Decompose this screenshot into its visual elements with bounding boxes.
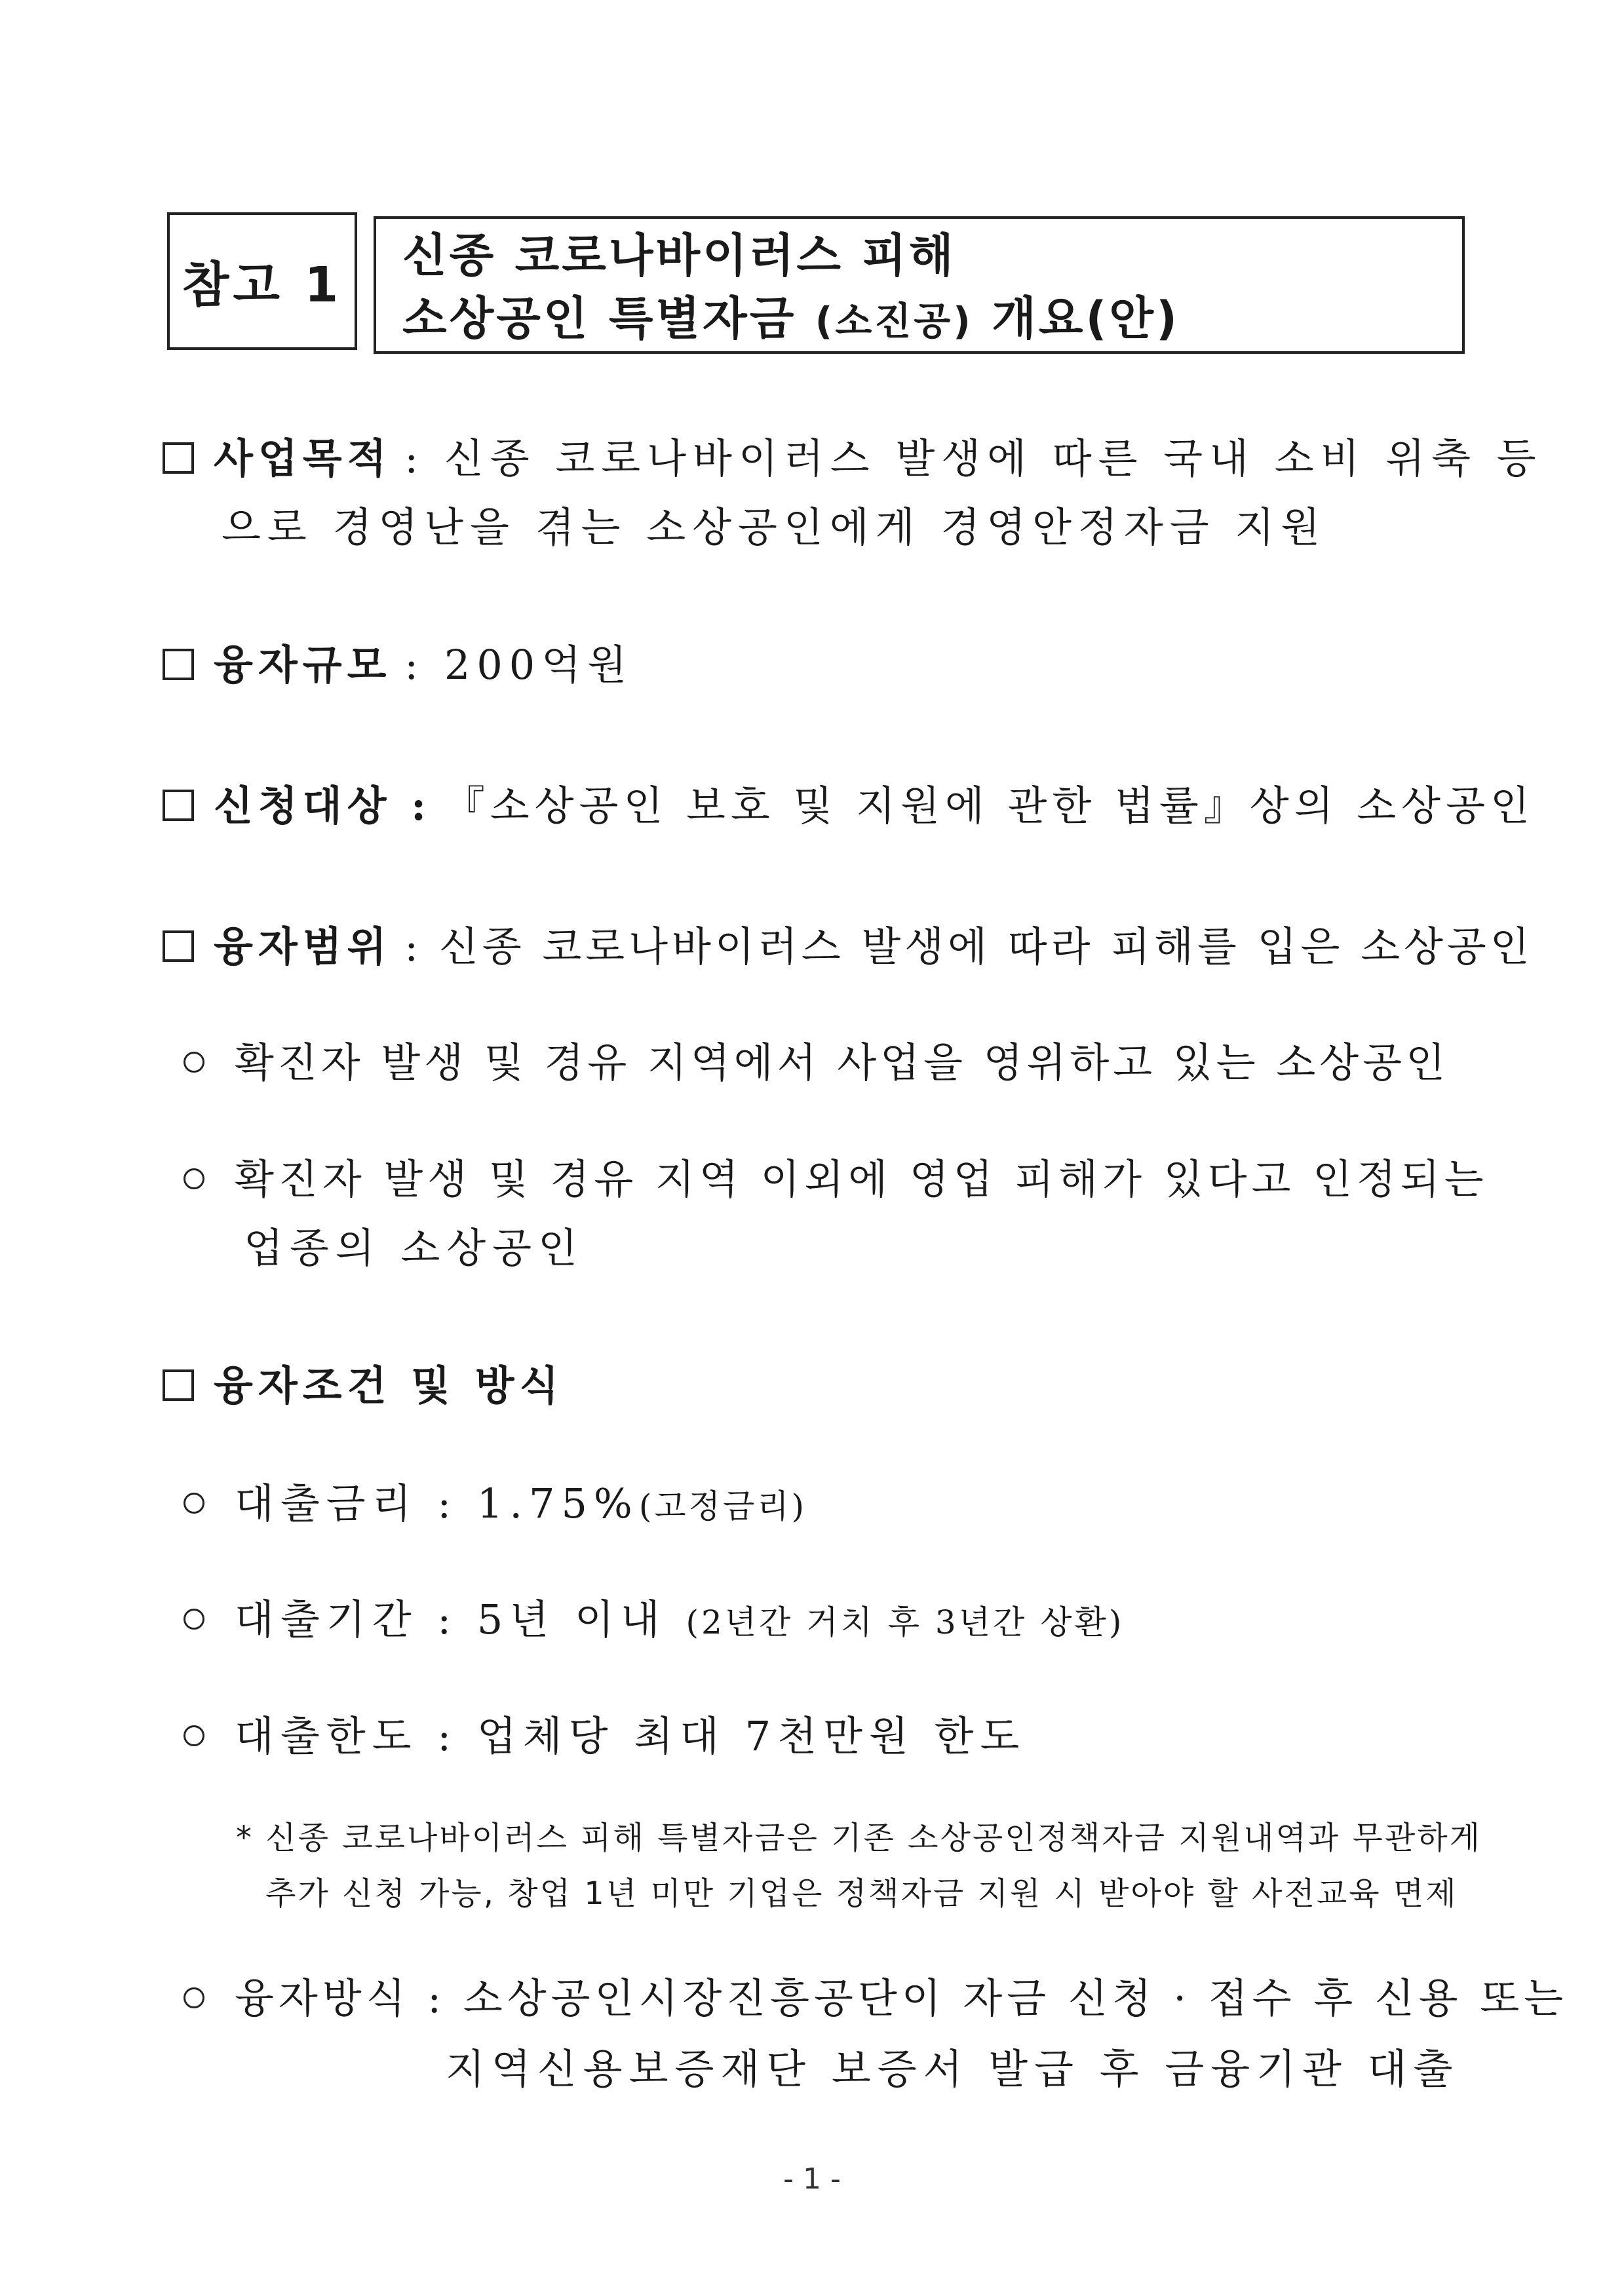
list-item: 확진자 발생 및 경유 지역에서 사업을 영위하고 있는 소상공인 [184,1030,1449,1096]
list-item-rate: 대출금리 : 1.75%(고정금리) [184,1471,807,1539]
section-heading: 융자조건 및 방식 [214,1362,564,1409]
section-heading: 융자범위 [214,923,392,970]
list-item-method-continued: 지역신용보증재단 보증서 발급 후 금융기관 대출 [446,2045,1460,2093]
circle-bullet-icon [184,1168,204,1189]
circle-bullet-icon [184,1493,204,1514]
list-item-method: 융자방식 : 소상공인시장진흥공단이 자금 신청 · 접수 후 신용 또는 [184,1966,1568,2031]
section-purpose [163,426,1543,491]
circle-bullet-icon [184,1609,204,1630]
list-item-period: 대출기간 : 5년 이내 (2년간 거치 후 3년간 상환) [184,1587,1124,1655]
title-line-1: 신종 코로나바이러스 피해 [402,229,956,282]
checkbox-square-icon [163,649,194,680]
title-line-2: 소상공인 특별자금 (소진공) 개요(안) [402,292,1180,345]
list-item-continued: 업종의 소상공인 [244,1224,584,1272]
section-text: 『소상공인 보호 및 지원에 관한 법률』상의 소상공인 [444,782,1535,830]
section-text: : 신종 코로나바이러스 발생에 따른 국내 소비 위축 등 [404,434,1543,482]
section-scope [163,914,1534,980]
checkbox-square-icon [163,442,194,474]
document-title [374,216,1465,354]
section-heading: 사업목적 [214,434,392,482]
list-item: 확진자 발생 및 경유 지역 이외에 영업 피해가 있다고 인정되는 [184,1147,1488,1212]
reference-label: 참고 1 [167,212,357,350]
list-item-limit: 대출한도 : 업체당 최대 7천만원 한도 [184,1704,1026,1769]
footnote-line-1: * 신종 코로나바이러스 피해 특별자금은 기존 소상공인정책자금 지원내역과 무관하게 [236,1820,1482,1856]
section-scale [163,632,633,698]
checkbox-square-icon [163,790,194,821]
checkbox-square-icon [163,930,194,962]
section-heading: 신청대상 : [214,782,432,830]
section-purpose-continued: 으로 경영난을 겪는 소상공인에게 경영안정자금 지원 [222,503,1327,551]
section-target [163,773,1535,839]
circle-bullet-icon [184,1725,204,1746]
section-text: : 신종 코로나바이러스 발생에 따라 피해를 입은 소상공인 [404,923,1534,970]
section-terms [163,1353,564,1419]
footnote-line-2: 추가 신청 가능, 창업 1년 미만 기업은 정책자금 지원 시 받아야 할 사전교육 면제 [265,1875,1458,1912]
circle-bullet-icon [184,1052,204,1073]
circle-bullet-icon [184,1987,204,2008]
page-number: - 1 - [783,2162,841,2196]
section-text: : 200억원 [404,641,634,689]
section-heading: 융자규모 [214,641,392,689]
checkbox-square-icon [163,1369,194,1401]
